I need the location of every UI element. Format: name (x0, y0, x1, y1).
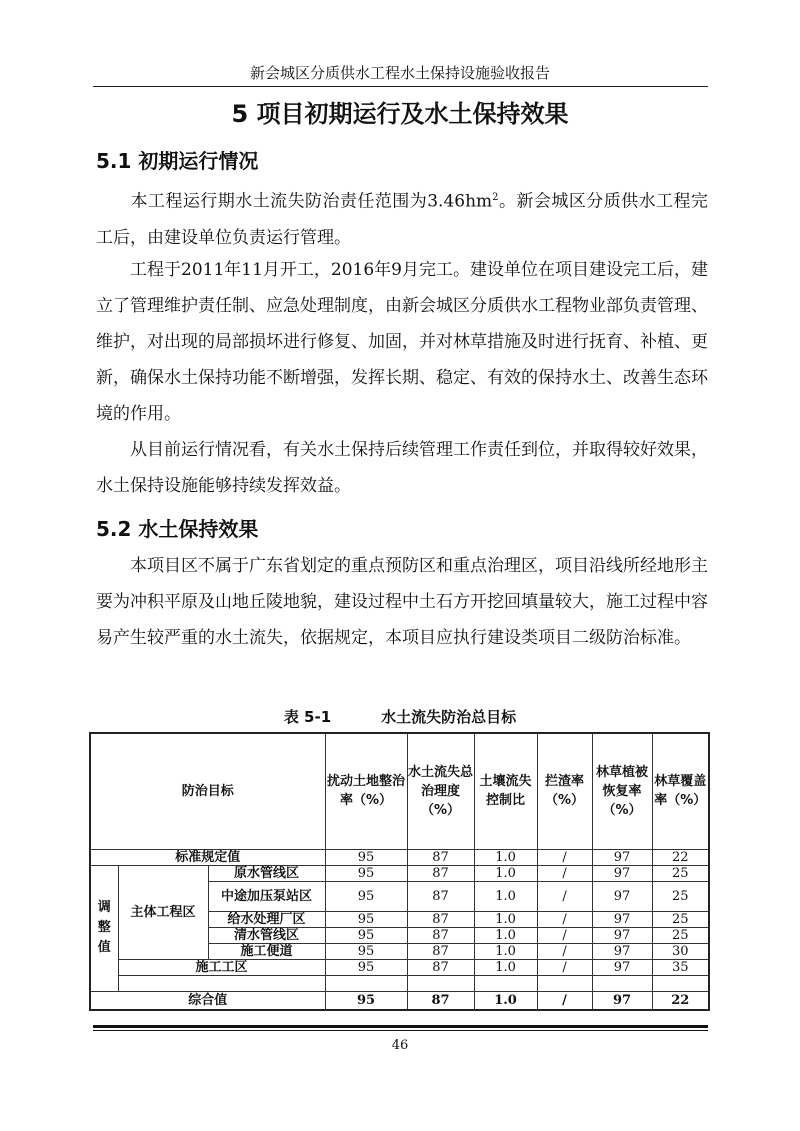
cell: 25 (652, 881, 709, 911)
cell: 87 (407, 927, 474, 943)
header-col-4-text: 拦渣率（%） (545, 774, 585, 809)
header-col-5-text: 林草植被恢复率（%） (596, 764, 649, 818)
cell: 97 (592, 991, 652, 1010)
chapter-title: 5 项目初期运行及水土保持效果 (231, 100, 569, 128)
cell: 87 (407, 865, 474, 881)
cell: 30 (652, 943, 709, 959)
row-label: 标准规定值 (90, 849, 325, 865)
row-label: 中途加压泵站区 (208, 881, 325, 911)
paragraph (96, 252, 708, 432)
cell (474, 975, 537, 991)
row-label: 原水管线区 (208, 865, 325, 881)
paragraph (96, 180, 708, 256)
cell (325, 975, 407, 991)
cell: 97 (592, 943, 652, 959)
table-row (90, 959, 709, 975)
cell: 87 (407, 943, 474, 959)
cell: 97 (592, 959, 652, 975)
row-label (118, 975, 325, 991)
header-col-2 (407, 733, 474, 849)
cell: 87 (407, 959, 474, 975)
row-label: 综合值 (90, 991, 325, 1010)
header-col-4 (537, 733, 592, 849)
cell: 95 (325, 927, 407, 943)
cell: 95 (325, 959, 407, 975)
cell: 95 (325, 849, 407, 865)
cell: / (537, 927, 592, 943)
paragraph (96, 432, 708, 504)
cell: / (537, 959, 592, 975)
cell: 97 (592, 849, 652, 865)
cell: 95 (325, 865, 407, 881)
header-col-3 (474, 733, 537, 849)
cell: 22 (652, 991, 709, 1010)
paragraph (96, 548, 708, 656)
cell: 95 (325, 991, 407, 1010)
header-rule (93, 86, 708, 87)
superscript: 2 (492, 192, 499, 203)
section-heading-5-2: 5.2 水土保持效果 (96, 517, 259, 541)
cell: 97 (592, 911, 652, 927)
cell: 1.0 (474, 911, 537, 927)
cell: 1.0 (474, 943, 537, 959)
cell: 1.0 (474, 959, 537, 975)
table-header-row (90, 733, 709, 849)
cell: / (537, 911, 592, 927)
prevention-target-table (89, 732, 710, 1011)
header-col-2-text: 水土流失总治理度（%） (408, 764, 474, 818)
table-row (90, 865, 709, 881)
footer-rule-thick (93, 1025, 708, 1028)
table-title: 水土流失防治总目标 (381, 708, 517, 726)
header-col-3-text: 土壤流失控制比 (479, 774, 532, 809)
cell: / (537, 991, 592, 1010)
page-number: 46 (391, 1038, 409, 1053)
header-col-1 (325, 733, 407, 849)
cell: 35 (652, 959, 709, 975)
cell: 95 (325, 943, 407, 959)
header-col-1-text: 扰动土地整治率（%） (327, 774, 406, 809)
cell: 87 (407, 991, 474, 1010)
main-works-label: 主体工程区 (118, 865, 208, 959)
cell: / (537, 943, 592, 959)
footer-rule-thin (93, 1030, 708, 1031)
cell: 1.0 (474, 849, 537, 865)
row-label: 施工便道 (208, 943, 325, 959)
cell: / (537, 865, 592, 881)
table-total-row (90, 991, 709, 1010)
cell (537, 975, 592, 991)
paragraph-text: 本项目区不属于广东省划定的重点预防区和重点治理区，项目沿线所经地形主要为冲积平原及山地丘陵地貌，建设过程中土石方开挖回填量较大，施工过程中容易产生较严重的水土流失，依据规定，本项目应执行建设类项目二级防治标准。 (96, 556, 708, 648)
header-col-6-text: 林草覆盖率（%） (654, 774, 707, 809)
cell (592, 975, 652, 991)
row-label: 清水管线区 (208, 927, 325, 943)
cell: 1.0 (474, 927, 537, 943)
header-col-5 (592, 733, 652, 849)
cell: 95 (325, 881, 407, 911)
row-label: 施工工区 (118, 959, 325, 975)
cell: / (537, 849, 592, 865)
cell: / (537, 881, 592, 911)
running-header: 新会城区分质供水工程水土保持设施验收报告 (249, 64, 550, 82)
cell: 25 (652, 927, 709, 943)
cell: 1.0 (474, 865, 537, 881)
cell (407, 975, 474, 991)
cell: 22 (652, 849, 709, 865)
cell: 25 (652, 911, 709, 927)
paragraph-text: 工程于2011年11月开工，2016年9月完工。建设单位在项目建设完工后，建立了管理维护责任制、应急处理制度，由新会城区分质供水工程物业部负责管理、维护，对出现的局部损坏进行修复、加固，并对林草措施及时进行抚育、补植、更新，确保水土保持功能不断增强，发挥长期、稳定、有效的保持水土、改善生态环境的作用。 (96, 260, 708, 424)
table-row (90, 975, 709, 991)
table-number: 表 5-1 (283, 708, 332, 726)
cell: 97 (592, 865, 652, 881)
cell (652, 975, 709, 991)
cell: 95 (325, 911, 407, 927)
header-col-6 (652, 733, 709, 849)
row-label: 给水处理厂区 (208, 911, 325, 927)
section-heading-5-1: 5.1 初期运行情况 (96, 149, 259, 173)
cell: 87 (407, 881, 474, 911)
paragraph-text: 本工程运行期水土流失防治责任范围为3.46hm (130, 191, 493, 212)
adjust-label (90, 865, 118, 991)
table-row (90, 849, 709, 865)
cell: 97 (592, 927, 652, 943)
cell: 87 (407, 911, 474, 927)
paragraph-text: 。新会城区分质供水工程完工后，由建设单位负责运行管理。 (96, 191, 709, 248)
cell: 97 (592, 881, 652, 911)
paragraph-text: 从目前运行情况看，有关水土保持后续管理工作责任到位，并取得较好效果，水土保持设施能够持续发挥效益。 (96, 440, 708, 496)
table-caption (0, 706, 800, 727)
header-target: 防治目标 (90, 733, 325, 849)
cell: 1.0 (474, 881, 537, 911)
cell: 87 (407, 849, 474, 865)
cell: 1.0 (474, 991, 537, 1010)
adjust-label-text: 调整值 (97, 900, 111, 955)
cell: 25 (652, 865, 709, 881)
